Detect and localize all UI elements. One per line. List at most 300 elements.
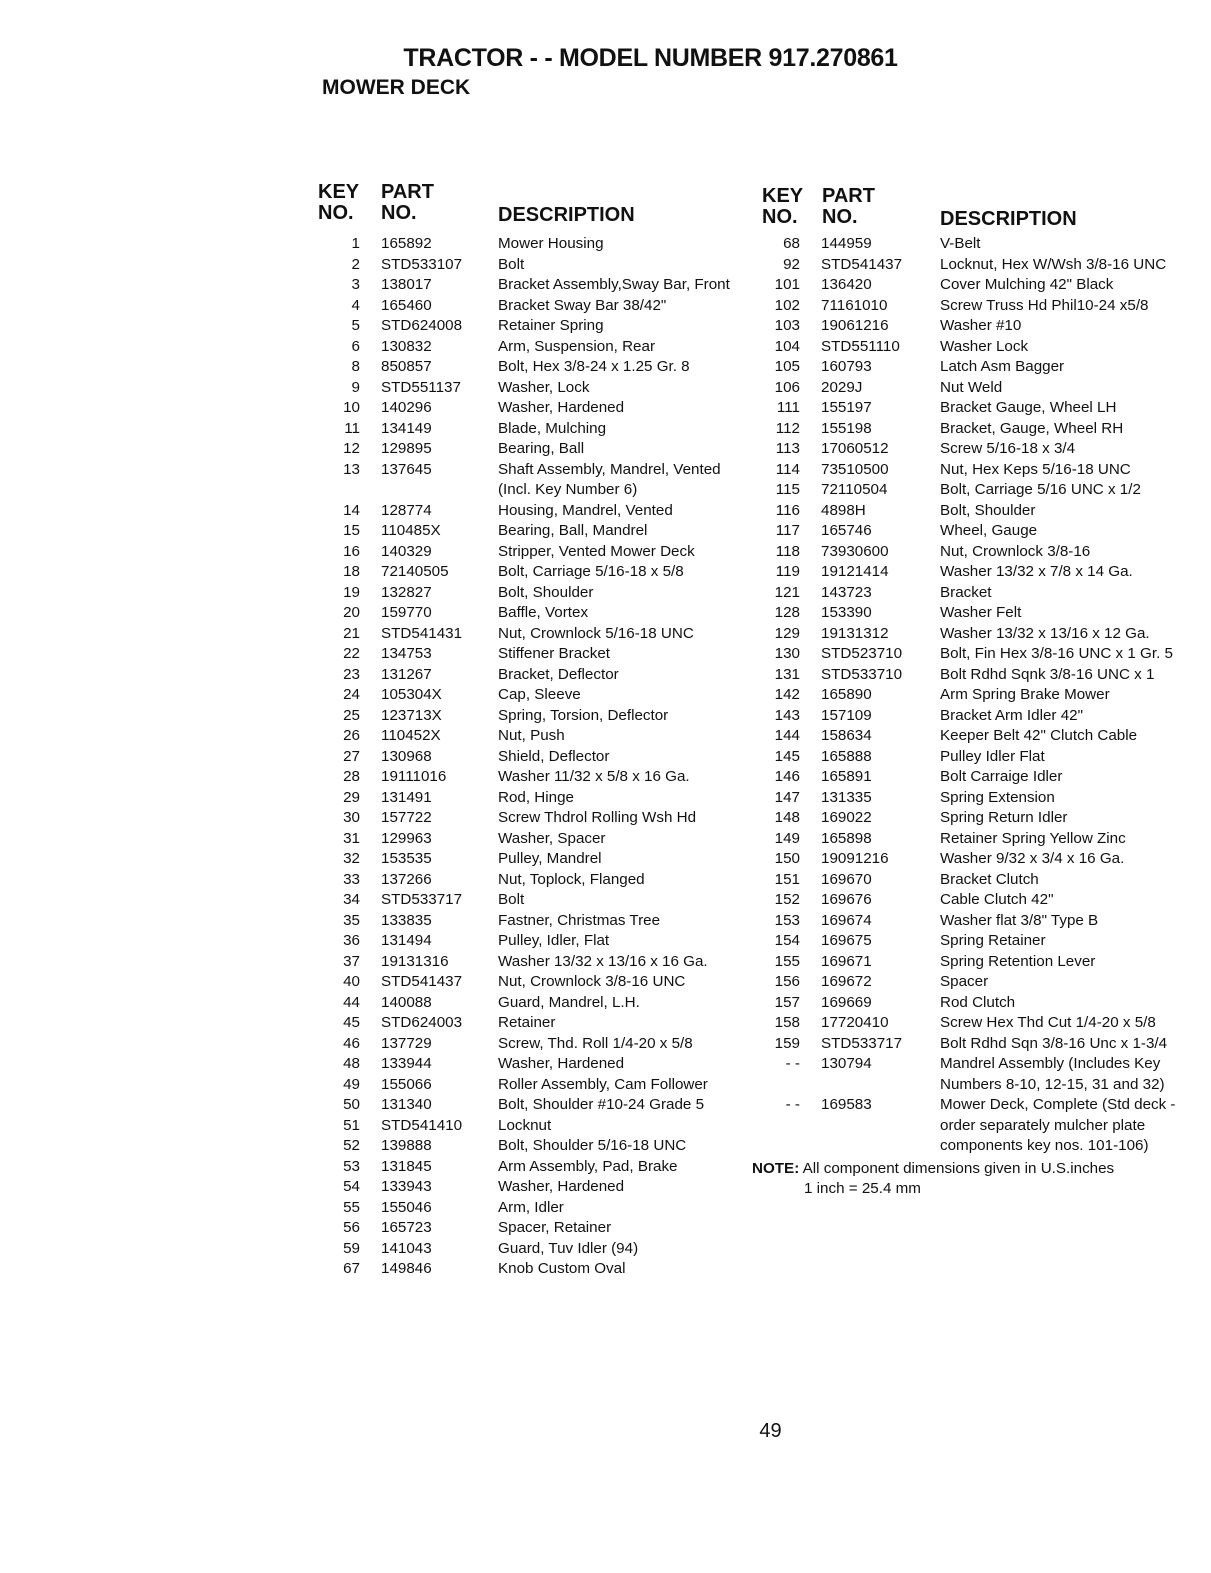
- part-number: 132827: [381, 583, 432, 601]
- table-row: [318, 890, 738, 911]
- key-number: 150: [774, 850, 800, 867]
- part-number: 165888: [821, 747, 872, 765]
- table-row: [758, 829, 1178, 850]
- part-description: Knob Custom Oval: [498, 1260, 626, 1277]
- part-description: Nut, Crownlock 3/8-16 UNC: [498, 973, 686, 990]
- part-description: Washer, Lock: [498, 378, 590, 396]
- table-row: [758, 972, 1178, 993]
- table-header: [758, 182, 1178, 234]
- part-number: 143723: [821, 583, 872, 601]
- table-row: [758, 296, 1178, 317]
- part-number: 2029J: [821, 378, 863, 396]
- part-number: 71161010: [821, 296, 888, 314]
- part-description: Spring Retainer: [940, 932, 1046, 949]
- key-number: 26: [343, 727, 360, 744]
- part-description: Cap, Sleeve: [498, 686, 581, 703]
- part-description: Retainer Spring Yellow Zinc: [940, 829, 1126, 847]
- key-number: 16: [343, 542, 360, 560]
- part-number: 19111016: [381, 768, 447, 785]
- key-number: 128: [774, 604, 800, 621]
- key-number: 33: [343, 870, 360, 888]
- key-number: 45: [343, 1014, 360, 1031]
- table-row: [758, 911, 1178, 932]
- part-description: Pulley Idler Flat: [940, 747, 1045, 765]
- table-row: [318, 829, 738, 850]
- key-number: 156: [774, 973, 800, 990]
- part-description: Bearing, Ball: [498, 440, 585, 457]
- table-row: [318, 747, 738, 768]
- table-row: [758, 870, 1178, 891]
- note-label: NOTE:: [752, 1159, 800, 1177]
- key-number: 25: [343, 706, 360, 724]
- key-number: 149: [774, 829, 800, 847]
- part-number: 153535: [381, 850, 432, 867]
- section-title: MOWER DECK: [322, 76, 471, 99]
- part-number: STD541437: [381, 973, 463, 990]
- part-description: Pulley, Mandrel: [498, 850, 602, 867]
- part-description: Washer 13/32 x 13/16 x 16 Ga.: [498, 952, 708, 970]
- key-number: 157: [774, 993, 800, 1011]
- table-row: [758, 562, 1178, 583]
- part-number: 72110504: [821, 481, 888, 498]
- table-row: [318, 685, 738, 706]
- part-number: 19091216: [821, 850, 889, 867]
- part-number: 105304X: [381, 686, 442, 703]
- part-number: 850857: [381, 358, 432, 375]
- key-number: 118: [775, 542, 800, 560]
- part-description: Washer, Spacer: [498, 829, 606, 847]
- part-description: V-Belt: [940, 235, 981, 252]
- part-description: Bolt, Carriage 5/16 UNC x 1/2: [940, 481, 1141, 498]
- part-description: Wheel, Gauge: [940, 522, 1038, 539]
- part-description: Arm Spring Brake Mower: [940, 686, 1110, 703]
- part-header-line1: PART: [381, 181, 434, 203]
- table-row: [758, 234, 1178, 255]
- table-row: [758, 501, 1178, 522]
- table-row: [318, 1218, 738, 1239]
- part-description: Guard, Mandrel, L.H.: [498, 993, 640, 1011]
- key-number: 27: [343, 747, 360, 765]
- part-description: Rod, Hinge: [498, 788, 574, 806]
- table-row: [758, 521, 1178, 542]
- key-number: 159: [774, 1034, 800, 1052]
- part-number: 4898H: [821, 501, 866, 519]
- key-number: 144: [774, 727, 800, 744]
- part-description: Bolt, Shoulder: [498, 583, 594, 601]
- part-description: Bracket, Gauge, Wheel RH: [940, 419, 1124, 437]
- table-row: [758, 890, 1178, 911]
- part-description: Bolt, Hex 3/8-24 x 1.25 Gr. 8: [498, 358, 690, 375]
- part-description: Washer 13/32 x 7/8 x 14 Ga.: [940, 563, 1133, 580]
- table-row: [318, 378, 738, 399]
- table-row: [758, 583, 1178, 604]
- table-row: [758, 337, 1178, 358]
- part-description: Rod Clutch: [940, 993, 1016, 1011]
- key-number: 112: [775, 419, 800, 437]
- key-number: - -: [785, 1055, 800, 1072]
- key-number: 145: [774, 747, 800, 765]
- part-description: Washer 13/32 x 13/16 x 12 Ga.: [940, 624, 1150, 642]
- key-number: 6: [351, 337, 360, 355]
- table-row: [318, 1157, 738, 1178]
- key-number: 115: [775, 481, 800, 498]
- part-number: 144959: [821, 235, 872, 252]
- table-row: [318, 439, 738, 460]
- key-number: 104: [774, 337, 800, 355]
- part-description: Stripper, Vented Mower Deck: [498, 542, 695, 560]
- key-number: 154: [774, 932, 800, 949]
- part-description: Mower Deck, Complete (Std deck - order separately mulcher plate components key nos. 101-106): [940, 1096, 1176, 1154]
- table-row: [758, 624, 1178, 645]
- key-number: 22: [343, 645, 360, 662]
- key-number: 40: [343, 973, 360, 990]
- table-row: [318, 542, 738, 563]
- table-row: [758, 1095, 1178, 1157]
- part-number: 72140505: [381, 563, 449, 580]
- table-row: [758, 1013, 1178, 1034]
- part-description: Washer, Hardened: [498, 1055, 625, 1072]
- part-number: STD624003: [381, 1014, 463, 1031]
- table-row: [318, 624, 738, 645]
- key-number: 158: [774, 1014, 800, 1031]
- part-description: Retainer Spring: [498, 317, 604, 334]
- table-row: [758, 357, 1178, 378]
- table-row: [758, 808, 1178, 829]
- part-number: 169671: [821, 952, 872, 970]
- key-number: 3: [351, 276, 360, 293]
- table-row: [758, 788, 1178, 809]
- part-description: Cable Clutch 42": [940, 891, 1054, 908]
- part-description: Bolt, Shoulder 5/16-18 UNC: [498, 1137, 687, 1154]
- part-number: STD541431: [381, 624, 463, 642]
- key-number: 121: [774, 583, 800, 601]
- table-row: [318, 296, 738, 317]
- part-number: 169675: [821, 932, 872, 949]
- key-number: 117: [775, 522, 800, 539]
- dimension-note: [752, 1159, 1178, 1200]
- part-number: 139888: [381, 1137, 432, 1154]
- key-number: 52: [343, 1137, 360, 1154]
- table-row: [758, 706, 1178, 727]
- table-row: [318, 1054, 738, 1075]
- table-row: [318, 316, 738, 337]
- table-row: [318, 1034, 738, 1055]
- key-number: 15: [343, 522, 360, 539]
- page-number: 49: [759, 1420, 782, 1442]
- part-number: 138017: [381, 276, 432, 293]
- part-number: 73930600: [821, 542, 889, 560]
- part-number: 131267: [381, 665, 432, 683]
- key-number: 68: [783, 235, 800, 252]
- part-number: 131845: [381, 1157, 432, 1175]
- note-conversion: 1 inch = 25.4 mm: [804, 1180, 921, 1197]
- part-description: Nut, Push: [498, 727, 565, 744]
- part-description: Spring Retention Lever: [940, 952, 1096, 970]
- table-row: [758, 747, 1178, 768]
- part-description: Keeper Belt 42" Clutch Cable: [940, 727, 1138, 744]
- part-description: Locknut: [498, 1116, 552, 1134]
- part-number: 133943: [381, 1178, 432, 1195]
- key-number: 151: [774, 870, 800, 888]
- table-row: [758, 931, 1178, 952]
- key-number: 114: [775, 460, 800, 478]
- part-number: 137729: [381, 1034, 432, 1052]
- table-row: [758, 275, 1178, 296]
- part-header-line2: NO.: [822, 206, 858, 228]
- part-number: 130968: [381, 747, 432, 765]
- table-row: [318, 1198, 738, 1219]
- part-number: 130794: [821, 1055, 872, 1072]
- part-number: 155066: [381, 1075, 432, 1093]
- table-row: [318, 706, 738, 727]
- part-description: Cover Mulching 42" Black: [940, 276, 1114, 293]
- part-number: 17060512: [821, 440, 889, 457]
- part-number: 155046: [381, 1198, 432, 1216]
- part-number: STD533710: [821, 665, 903, 683]
- part-description: Screw 5/16-18 x 3/4: [940, 440, 1076, 457]
- part-description: Bracket, Deflector: [498, 665, 619, 683]
- part-description: Screw, Thd. Roll 1/4-20 x 5/8: [498, 1034, 693, 1052]
- part-description: Bolt, Carriage 5/16-18 x 5/8: [498, 563, 684, 580]
- key-number: 142: [774, 686, 800, 703]
- key-number: 5: [351, 317, 360, 334]
- description-header: DESCRIPTION: [498, 204, 635, 226]
- part-number: 131340: [381, 1096, 432, 1113]
- parts-table-right: [752, 182, 1178, 1200]
- key-number: 10: [343, 399, 360, 416]
- key-number: 8: [351, 358, 360, 375]
- part-number: 134753: [381, 645, 432, 662]
- part-number: 158634: [821, 727, 872, 744]
- key-number: 34: [343, 891, 360, 908]
- key-number: 19: [343, 583, 360, 601]
- table-row: [318, 583, 738, 604]
- part-number: 160793: [821, 358, 872, 375]
- part-header-line1: PART: [822, 185, 875, 207]
- part-number: 73510500: [821, 460, 889, 478]
- key-number: 152: [774, 891, 800, 908]
- part-number: 141043: [381, 1239, 432, 1257]
- key-number: 130: [774, 645, 800, 662]
- key-number: 155: [774, 952, 800, 970]
- part-description: Arm, Idler: [498, 1198, 564, 1216]
- key-header-line1: KEY: [318, 181, 360, 203]
- part-description: Washer 11/32 x 5/8 x 16 Ga.: [498, 768, 690, 785]
- key-number: 14: [343, 501, 360, 519]
- part-number: STD541410: [381, 1116, 463, 1134]
- part-number: 129895: [381, 440, 432, 457]
- part-number: 134149: [381, 419, 432, 437]
- key-number: 49: [343, 1075, 360, 1093]
- part-number: 165892: [381, 235, 432, 252]
- table-row: [318, 460, 738, 501]
- part-description: Spring, Torsion, Deflector: [498, 706, 669, 724]
- part-description: Washer 9/32 x 3/4 x 16 Ga.: [940, 850, 1125, 867]
- part-number: 129963: [381, 829, 432, 847]
- table-row: [318, 767, 738, 788]
- part-description: Baffle, Vortex: [498, 604, 589, 621]
- key-number: 113: [775, 440, 800, 457]
- part-description: Bearing, Ball, Mandrel: [498, 522, 648, 539]
- part-number: 110485X: [381, 522, 441, 539]
- table-row: [758, 993, 1178, 1014]
- table-row: [318, 911, 738, 932]
- table-row: [758, 460, 1178, 481]
- parts-list-right: [758, 234, 1178, 1157]
- key-number: 12: [343, 440, 360, 457]
- key-number: 54: [343, 1178, 360, 1195]
- part-description: Nut, Hex Keps 5/16-18 UNC: [940, 460, 1131, 478]
- key-number: 147: [774, 788, 800, 806]
- part-description: Spring Return Idler: [940, 809, 1068, 826]
- part-description: Housing, Mandrel, Vented: [498, 501, 673, 519]
- part-description: Arm Assembly, Pad, Brake: [498, 1157, 678, 1175]
- part-number: 169583: [821, 1096, 872, 1113]
- table-row: [318, 337, 738, 358]
- key-number: 116: [775, 501, 800, 519]
- table-row: [758, 603, 1178, 624]
- part-description: Washer Lock: [940, 337, 1029, 355]
- part-description: Bolt: [498, 255, 525, 273]
- part-number: 123713X: [381, 706, 442, 724]
- part-description: Nut Weld: [940, 378, 1003, 396]
- part-number: STD523710: [821, 645, 903, 662]
- key-number: 148: [774, 809, 800, 826]
- key-number: 92: [783, 255, 800, 273]
- key-number: 18: [343, 563, 360, 580]
- part-header-line2: NO.: [381, 202, 417, 224]
- part-number: 19121414: [821, 563, 889, 580]
- part-description: Arm, Suspension, Rear: [498, 337, 656, 355]
- table-row: [758, 1034, 1178, 1055]
- part-number: 137645: [381, 460, 432, 478]
- part-number: 17720410: [821, 1014, 889, 1031]
- part-description: Bolt, Shoulder #10-24 Grade 5: [498, 1096, 705, 1113]
- table-row: [318, 562, 738, 583]
- table-row: [318, 1095, 738, 1116]
- key-number: 105: [774, 358, 800, 375]
- part-number: 131494: [381, 932, 432, 949]
- part-description: Screw Truss Hd Phil10-24 x5/8: [940, 296, 1149, 314]
- table-row: [758, 767, 1178, 788]
- part-number: 165746: [821, 522, 872, 539]
- part-number: 140088: [381, 993, 432, 1011]
- table-row: [318, 972, 738, 993]
- part-number: STD551110: [821, 337, 900, 355]
- table-row: [758, 665, 1178, 686]
- table-row: [318, 398, 738, 419]
- key-number: 21: [343, 624, 360, 642]
- table-row: [318, 234, 738, 255]
- key-number: 4: [351, 296, 360, 314]
- key-number: 53: [343, 1157, 360, 1175]
- part-description: Stiffener Bracket: [498, 645, 610, 662]
- part-description: Bolt Rdhd Sqnk 3/8-16 UNC x 1: [940, 665, 1155, 683]
- part-number: 165891: [821, 768, 872, 785]
- table-row: [758, 419, 1178, 440]
- key-number: 50: [343, 1096, 360, 1113]
- part-description: Retainer: [498, 1014, 556, 1031]
- key-number: 29: [343, 788, 360, 806]
- part-number: 110452X: [381, 727, 441, 744]
- key-number: 146: [774, 768, 800, 785]
- key-number: 13: [343, 460, 360, 478]
- key-number: 67: [343, 1260, 360, 1277]
- table-header: [318, 182, 738, 234]
- table-row: [758, 644, 1178, 665]
- part-description: Screw Hex Thd Cut 1/4-20 x 5/8: [940, 1014, 1156, 1031]
- part-description: Washer Felt: [940, 604, 1022, 621]
- part-number: 128774: [381, 501, 432, 519]
- table-row: [318, 870, 738, 891]
- table-row: [318, 419, 738, 440]
- part-number: 165890: [821, 686, 872, 703]
- key-number: 24: [343, 686, 360, 703]
- key-number: 23: [343, 665, 360, 683]
- key-number: 31: [343, 829, 360, 847]
- table-row: [318, 788, 738, 809]
- part-number: 169669: [821, 993, 872, 1011]
- part-description: Bolt Rdhd Sqn 3/8-16 Unc x 1-3/4: [940, 1034, 1168, 1052]
- part-description: Spacer: [940, 973, 989, 990]
- table-row: [318, 255, 738, 276]
- table-row: [758, 255, 1178, 276]
- parts-list-left: [318, 234, 738, 1280]
- part-description: Nut, Toplock, Flanged: [498, 870, 645, 888]
- key-header-line1: KEY: [762, 185, 804, 207]
- key-number: 131: [774, 665, 800, 683]
- part-number: STD541437: [821, 255, 903, 273]
- key-number: 9: [351, 378, 360, 396]
- part-number: 131335: [821, 788, 872, 806]
- part-description: Blade, Mulching: [498, 419, 607, 437]
- key-number: 2: [351, 255, 360, 273]
- key-number: 143: [774, 706, 800, 724]
- part-number: 155197: [821, 399, 872, 416]
- key-number: 35: [343, 911, 360, 929]
- page-title: TRACTOR - - MODEL NUMBER 917.270861: [403, 44, 898, 72]
- part-description: Bolt Carraige Idler: [940, 768, 1063, 785]
- key-number: 36: [343, 932, 360, 949]
- part-number: 169022: [821, 809, 872, 826]
- key-number: 102: [774, 296, 800, 314]
- key-number: 56: [343, 1219, 360, 1236]
- part-description: Nut, Crownlock 3/8-16: [940, 542, 1091, 560]
- part-number: 157722: [381, 809, 432, 826]
- part-number: 131491: [381, 788, 432, 806]
- part-number: 140329: [381, 542, 432, 560]
- table-row: [318, 952, 738, 973]
- part-number: 140296: [381, 399, 432, 416]
- key-number: 28: [343, 768, 360, 785]
- table-row: [758, 439, 1178, 460]
- table-row: [318, 808, 738, 829]
- part-description: Roller Assembly, Cam Follower: [498, 1075, 708, 1093]
- parts-table-left: [318, 182, 738, 1280]
- part-number: 165898: [821, 829, 872, 847]
- part-number: 133944: [381, 1055, 432, 1072]
- part-description: Washer, Hardened: [498, 399, 625, 416]
- key-number: 55: [343, 1198, 360, 1216]
- part-number: STD533717: [381, 891, 463, 908]
- part-description: Shield, Deflector: [498, 747, 610, 765]
- part-number: 130832: [381, 337, 432, 355]
- table-row: [318, 644, 738, 665]
- table-row: [318, 931, 738, 952]
- part-number: 159770: [381, 604, 432, 621]
- part-number: 137266: [381, 870, 432, 888]
- part-description: Bracket Arm Idler 42": [940, 706, 1083, 724]
